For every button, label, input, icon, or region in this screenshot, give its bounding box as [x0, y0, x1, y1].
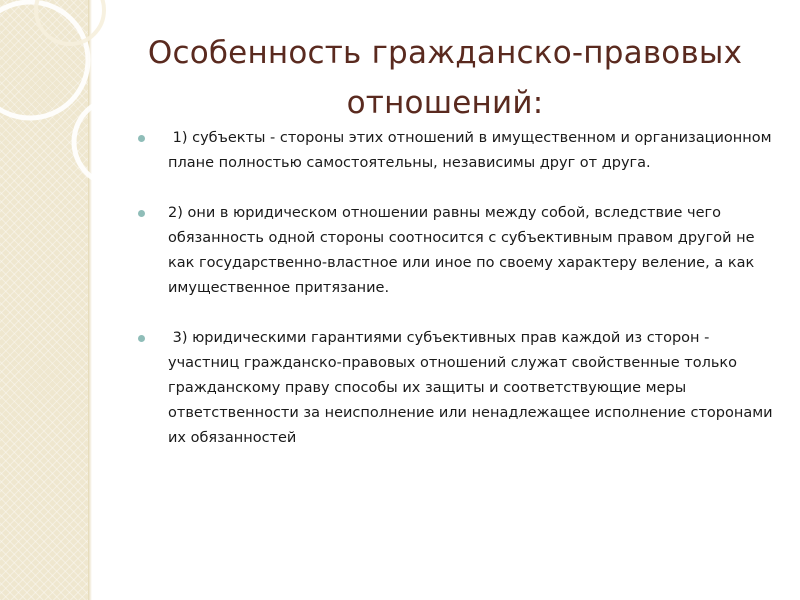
bullet-text: 2) они в юридическом отношении равны между собой, вследствие чего обязанность одной стороны соотносится с субъективным правом другой не как государственно-властное или иное по своему характеру веление, а как имущественное притязание.	[168, 205, 760, 296]
bullet-dot-icon	[138, 210, 145, 217]
bullet-dot-icon	[138, 335, 145, 342]
bullet-text: 3) юридическими гарантиями субъективных прав каждой из сторон - участниц гражданско-правовых отношений служат свойственные только гражданскому праву способы их защиты и соответствующие меры ответственности за неисполнение или ненадлежащее исполнение сторонами их обязанностей	[168, 330, 778, 446]
bullet-text: 1) субъекты - стороны этих отношений в имущественном и организационном плане полностью самостоятельны, независимы друг от друга.	[168, 130, 777, 171]
bullet-item	[138, 326, 778, 451]
bullet-item	[138, 126, 778, 176]
ring-large	[0, 2, 88, 118]
bullet-item	[138, 201, 778, 301]
slide-title: Особенность гражданско-правовых отношений:	[147, 35, 743, 121]
bullet-dot-icon	[138, 135, 145, 142]
bullet-list	[138, 126, 778, 451]
